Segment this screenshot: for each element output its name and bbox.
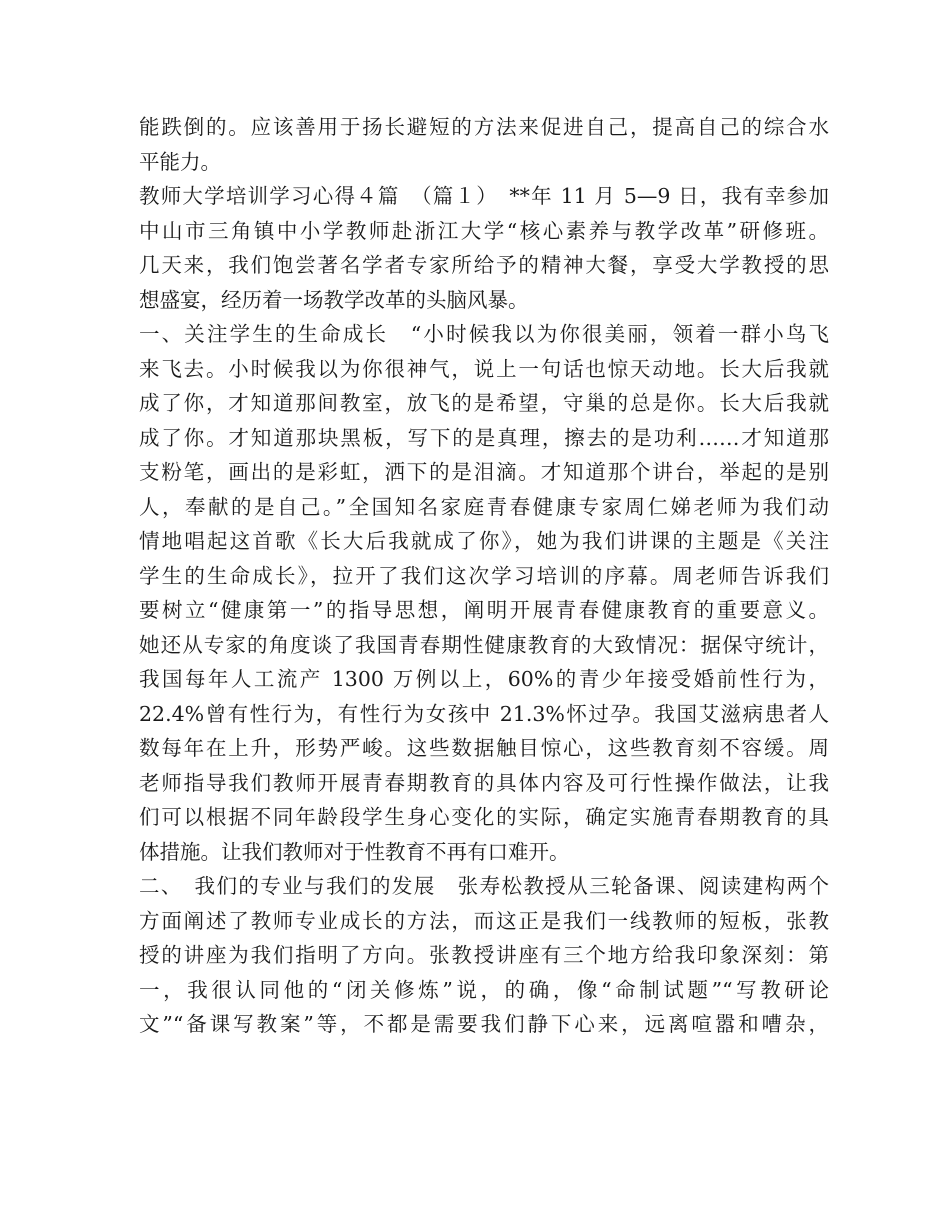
text-line: 想盛宴，经历着一场教学改革的头脑风暴。 [139, 287, 529, 312]
text-line: 老师指导我们教师开展青春期教育的具体内容及可行性操作做法，让我 [139, 770, 829, 795]
text-line: 文”“备课写教案”等，不都是需要我们静下心来，远离喧嚣和嘈杂， [139, 1012, 829, 1036]
text-line: 们可以根据不同年龄段学生身心变化的实际，确定实施青春期教育的具 [139, 805, 829, 829]
text-line: 成了你。才知道那块黑板，写下的是真理，擦去的是功利……才知道那 [139, 425, 829, 450]
text-line: 一、关注学生的生命成长 “小时候我以为你很美丽，领着一群小鸟飞 [139, 322, 829, 346]
text-line: 来飞去。小时候我以为你很神气，说上一句话也惊天动地。长大后我就 [139, 356, 829, 381]
text-line: 支粉笔，画出的是彩虹，洒下的是泪滴。才知道那个讲台，举起的是别 [139, 460, 829, 484]
text-line: 情地唱起这首歌《长大后我就成了你》，她为我们讲课的主题是《关注 [139, 529, 829, 553]
text-line: 中山市三角镇中小学教师赴浙江大学“核心素养与教学改革”研修班。 [139, 218, 829, 243]
text-line: 数每年在上升，形势严峻。这些数据触目惊心，这些教育刻不容缓。周 [139, 736, 829, 760]
text-line: 要树立“健康第一”的指导思想，阐明开展青春健康教育的重要意义。 [139, 598, 829, 622]
text-line: 她还从专家的角度谈了我国青春期性健康教育的大致情况：据保守统计， [139, 632, 829, 657]
text-line: 学生的生命成长》，拉开了我们这次学习培训的序幕。周老师告诉我们 [139, 563, 829, 588]
text-line: 能跌倒的。应该善用于扬长避短的方法来促进自己，提高自己的综合水 [139, 115, 829, 139]
text-line: 平能力。 [139, 149, 221, 174]
text-line: 成了你，才知道那间教室，放飞的是希望，守巢的总是你。长大后我就 [139, 391, 829, 415]
text-line: 我国每年人工流产 1300 万例以上，60%的青少年接受婚前性行为， [139, 667, 829, 691]
text-line: 方面阐述了教师专业成长的方法，而这正是我们一线教师的短板，张教 [139, 908, 829, 933]
text-line: 体措施。让我们教师对于性教育不再有口难开。 [139, 839, 570, 864]
text-line: 22.4%曾有性行为，有性行为女孩中 21.3%怀过孕。我国艾滋病患者人 [139, 701, 829, 726]
text-line: 一，我很认同他的“闭关修炼”说，的确，像“命制试题”“写教研论 [139, 977, 829, 1002]
text-line: 教师大学培训学习心得４篇 （篇１） **年 11 月 5—9 日，我有幸参加 [139, 184, 829, 208]
document-body-text [139, 110, 829, 1042]
text-line: 几天来，我们饱尝著名学者专家所给予的精神大餐，享受大学教授的思 [139, 253, 829, 277]
text-line: 人，奉献的是自己。”全国知名家庭青春健康专家周仁娣老师为我们动 [139, 494, 829, 519]
text-line: 授的讲座为我们指明了方向。张教授讲座有三个地方给我印象深刻：第 [139, 943, 829, 967]
text-line: 二、 我们的专业与我们的发展 张寿松教授从三轮备课、阅读建构两个 [139, 874, 829, 898]
